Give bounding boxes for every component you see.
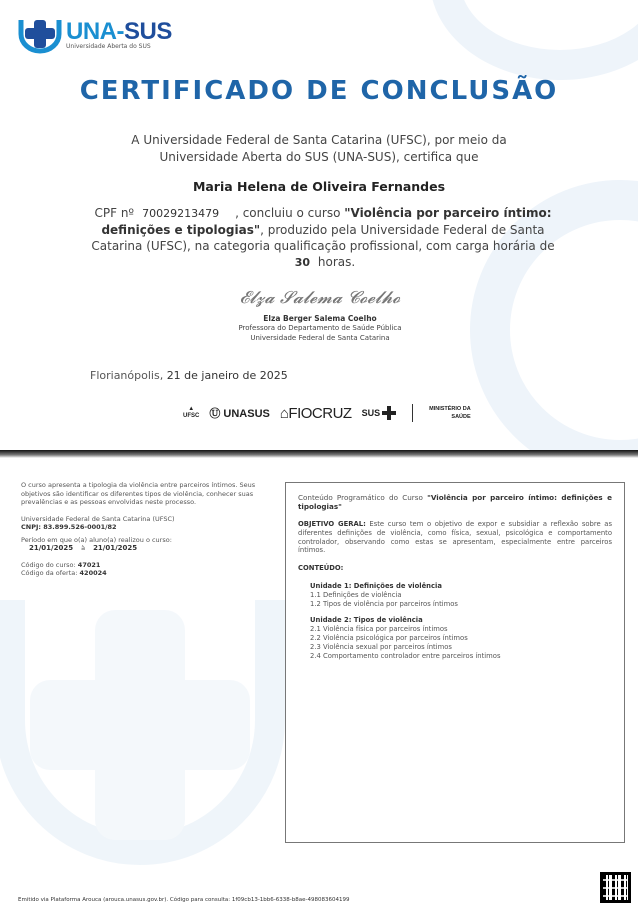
unasus-cross-icon [18, 16, 62, 54]
city: Florianópolis, [90, 369, 164, 382]
cpf-value: 70029213479 [142, 207, 220, 220]
unit-2 [310, 616, 612, 660]
certificate-title: CERTIFICADO DE CONCLUSÃO [79, 76, 559, 106]
period-label: Período em que o(a) aluno(a) realizou o curso: [21, 535, 172, 544]
period-end: 21/01/2025 [93, 544, 138, 552]
logo-sus: SUS [124, 18, 172, 45]
watermark-cross-icon [0, 590, 290, 890]
content-label: CONTEÚDO: [298, 564, 344, 573]
ministerio-logo: MINISTÉRIO DA SAÚDE [429, 406, 471, 420]
student-name: Maria Helena de Oliveira Fernandes [192, 179, 446, 194]
certificate-body [78, 205, 568, 271]
unasus-partner-logo: Ⓤ UNASUS [209, 408, 270, 420]
qr-code [600, 872, 631, 903]
course-code-label: Código do curso: [21, 560, 76, 569]
logo-subtitle: Universidade Aberta do SUS [66, 43, 151, 50]
offer-code-label: Código da oferta: [21, 569, 78, 577]
logo-una: UNA [66, 18, 117, 45]
sus-logo: SUS [362, 406, 397, 420]
objective-text: Este curso tem o objetivo de expor e subsidiar a reflexão sobre as diferentes definições de violência, como física, sexual, psicológica e comportamento controlador, observando como estas se apresentam, especialmente entre parceiros íntimos. [298, 520, 612, 555]
partner-logos [183, 404, 471, 422]
unit-item: 2.2 Violência psicológica por parceiros íntimos [310, 633, 468, 642]
ufsc-logo: ▲ UFSC [183, 406, 200, 419]
divider [412, 404, 413, 422]
unit-item: 1.2 Tipos de violência por parceiros íntimos [310, 599, 458, 608]
sus-cross-icon [382, 406, 396, 420]
course-description: O curso apresenta a tipologia da violência entre parceiros íntimos. Seus objetivos são identificar os diferentes tipos de violência, conhecer suas prevalências e as pessoas envolvidas neste processo. [21, 481, 256, 506]
institution: Universidade Federal de Santa Catarina (UFSC) [21, 514, 175, 523]
place-date [90, 369, 288, 382]
concluded-text: , concluiu o curso [235, 206, 345, 220]
date: 21 de janeiro de 2025 [166, 369, 288, 382]
unit-item: 2.4 Comportamento controlador entre parceiros íntimos [310, 651, 501, 660]
hours-value: 30 [294, 256, 311, 269]
unit-item: 2.1 Violência física por parceiros íntimos [310, 625, 448, 634]
hours-unit: horas. [314, 255, 356, 269]
unasus-logo: UNA-SUS Universidade Aberta do SUS [18, 16, 172, 54]
unit-title: Unidade 1: Definições de violência [310, 581, 442, 590]
signatory-role: Professora do Departamento de Saúde Pública [238, 324, 402, 332]
period-sep: à [81, 544, 86, 552]
program-title-prefix: Conteúdo Programático do Curso [298, 493, 428, 502]
signature-block [180, 288, 460, 343]
program-content-box [285, 482, 625, 843]
certificate-intro: A Universidade Federal de Santa Catarina (UFSC), por meio da Universidade Aberta do SUS (UNA-SUS), certifica que [131, 133, 507, 164]
course-name: "Violência por parceiro íntimo: definições e tipologias" [101, 206, 552, 237]
program-course-name: "Violência por parceiro íntimo: definições e tipologias" [298, 493, 612, 511]
fiocruz-logo: ⌂FIOCRUZ [279, 404, 352, 422]
objective-label: OBJETIVO GERAL: [298, 520, 366, 528]
unit-item: 1.1 Definições de violência [310, 590, 402, 599]
cpf-label: CPF nº [94, 206, 135, 220]
page-divider [0, 450, 638, 458]
unit-item: 2.3 Violência sexual por parceiros íntimos [310, 642, 452, 651]
course-info [21, 481, 271, 578]
signatory-name: Elza Berger Salema Coelho [263, 314, 377, 323]
period-start: 21/01/2025 [29, 544, 74, 552]
unit-1 [310, 582, 612, 608]
unit-title: Unidade 2: Tipos de violência [310, 616, 423, 625]
signatory-institution: Universidade Federal de Santa Catarina [250, 334, 390, 342]
course-code: 47021 [77, 560, 101, 569]
handwritten-signature: 𝓔𝓵𝔃𝓪 𝓢𝓪𝓵𝓮𝓶𝓪 𝓒𝓸𝓮𝓵𝓱𝓸 [239, 288, 401, 308]
produced-text: , produzido pela Universidade Federal de Santa Catarina (UFSC), na categoria qualificação profissional, com carga horária de [91, 223, 555, 253]
offer-code: 420024 [79, 569, 107, 577]
footer-emission: Emitido via Plataforma Arouca (arouca.unasus.gov.br). Código para consulta: 1f09cb13-1bb6-6338-b8ae-498083604199 [18, 897, 350, 903]
cnpj: CNPJ: 83.899.526-0001/82 [21, 523, 117, 531]
